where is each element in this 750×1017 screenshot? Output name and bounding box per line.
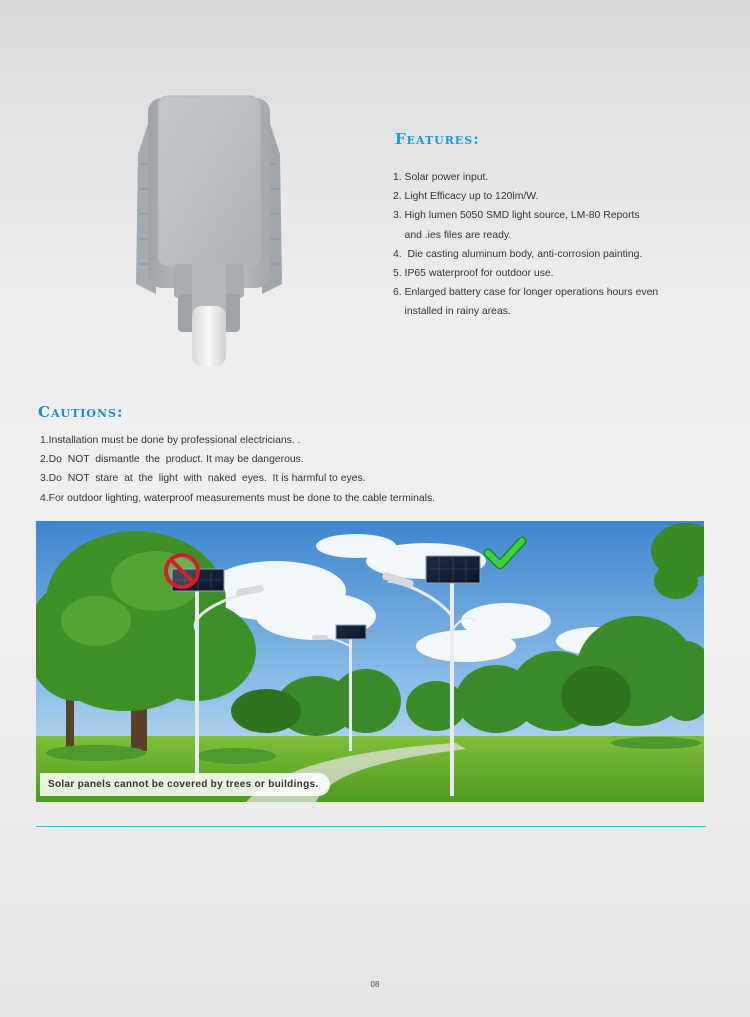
page-number: 08 bbox=[370, 980, 380, 989]
street-light-image bbox=[134, 94, 284, 366]
divider bbox=[36, 826, 706, 827]
features-list bbox=[393, 168, 693, 322]
list-item: installed in rainy areas. bbox=[393, 306, 511, 318]
list-item: 5. IP65 waterproof for outdoor use. bbox=[393, 268, 554, 280]
list-item: 3.Do NOT stare at the light with naked eyes. It is harmful to eyes. bbox=[40, 473, 366, 485]
list-item: 4. Die casting aluminum body, anti-corrosion painting. bbox=[393, 248, 643, 260]
list-item: 1. Solar power input. bbox=[393, 172, 489, 183]
prohibited-icon bbox=[166, 555, 198, 587]
scene-caption: Solar panels cannot be covered by trees or buildings. bbox=[40, 773, 330, 796]
list-item: 2. Light Efficacy up to 120lm/W. bbox=[393, 191, 539, 203]
cautions-list bbox=[40, 431, 700, 508]
list-item: 6. Enlarged battery case for longer operations hours even bbox=[393, 287, 659, 299]
list-item: 1.Installation must be done by professional electricians. . bbox=[40, 435, 301, 446]
cautions-heading: Cautions: bbox=[38, 403, 124, 421]
list-item: 2.Do NOT dismantle the product. It may be dangerous. bbox=[40, 454, 304, 466]
list-item: 4.For outdoor lighting, waterproof measurements must be done to the cable terminals. bbox=[40, 492, 436, 504]
list-item: and .ies files are ready. bbox=[393, 229, 512, 241]
park-scene-image bbox=[36, 521, 704, 802]
features-heading: Features: bbox=[395, 130, 480, 148]
list-item: 3. High lumen 5050 SMD light source, LM-80 Reports bbox=[393, 210, 640, 222]
